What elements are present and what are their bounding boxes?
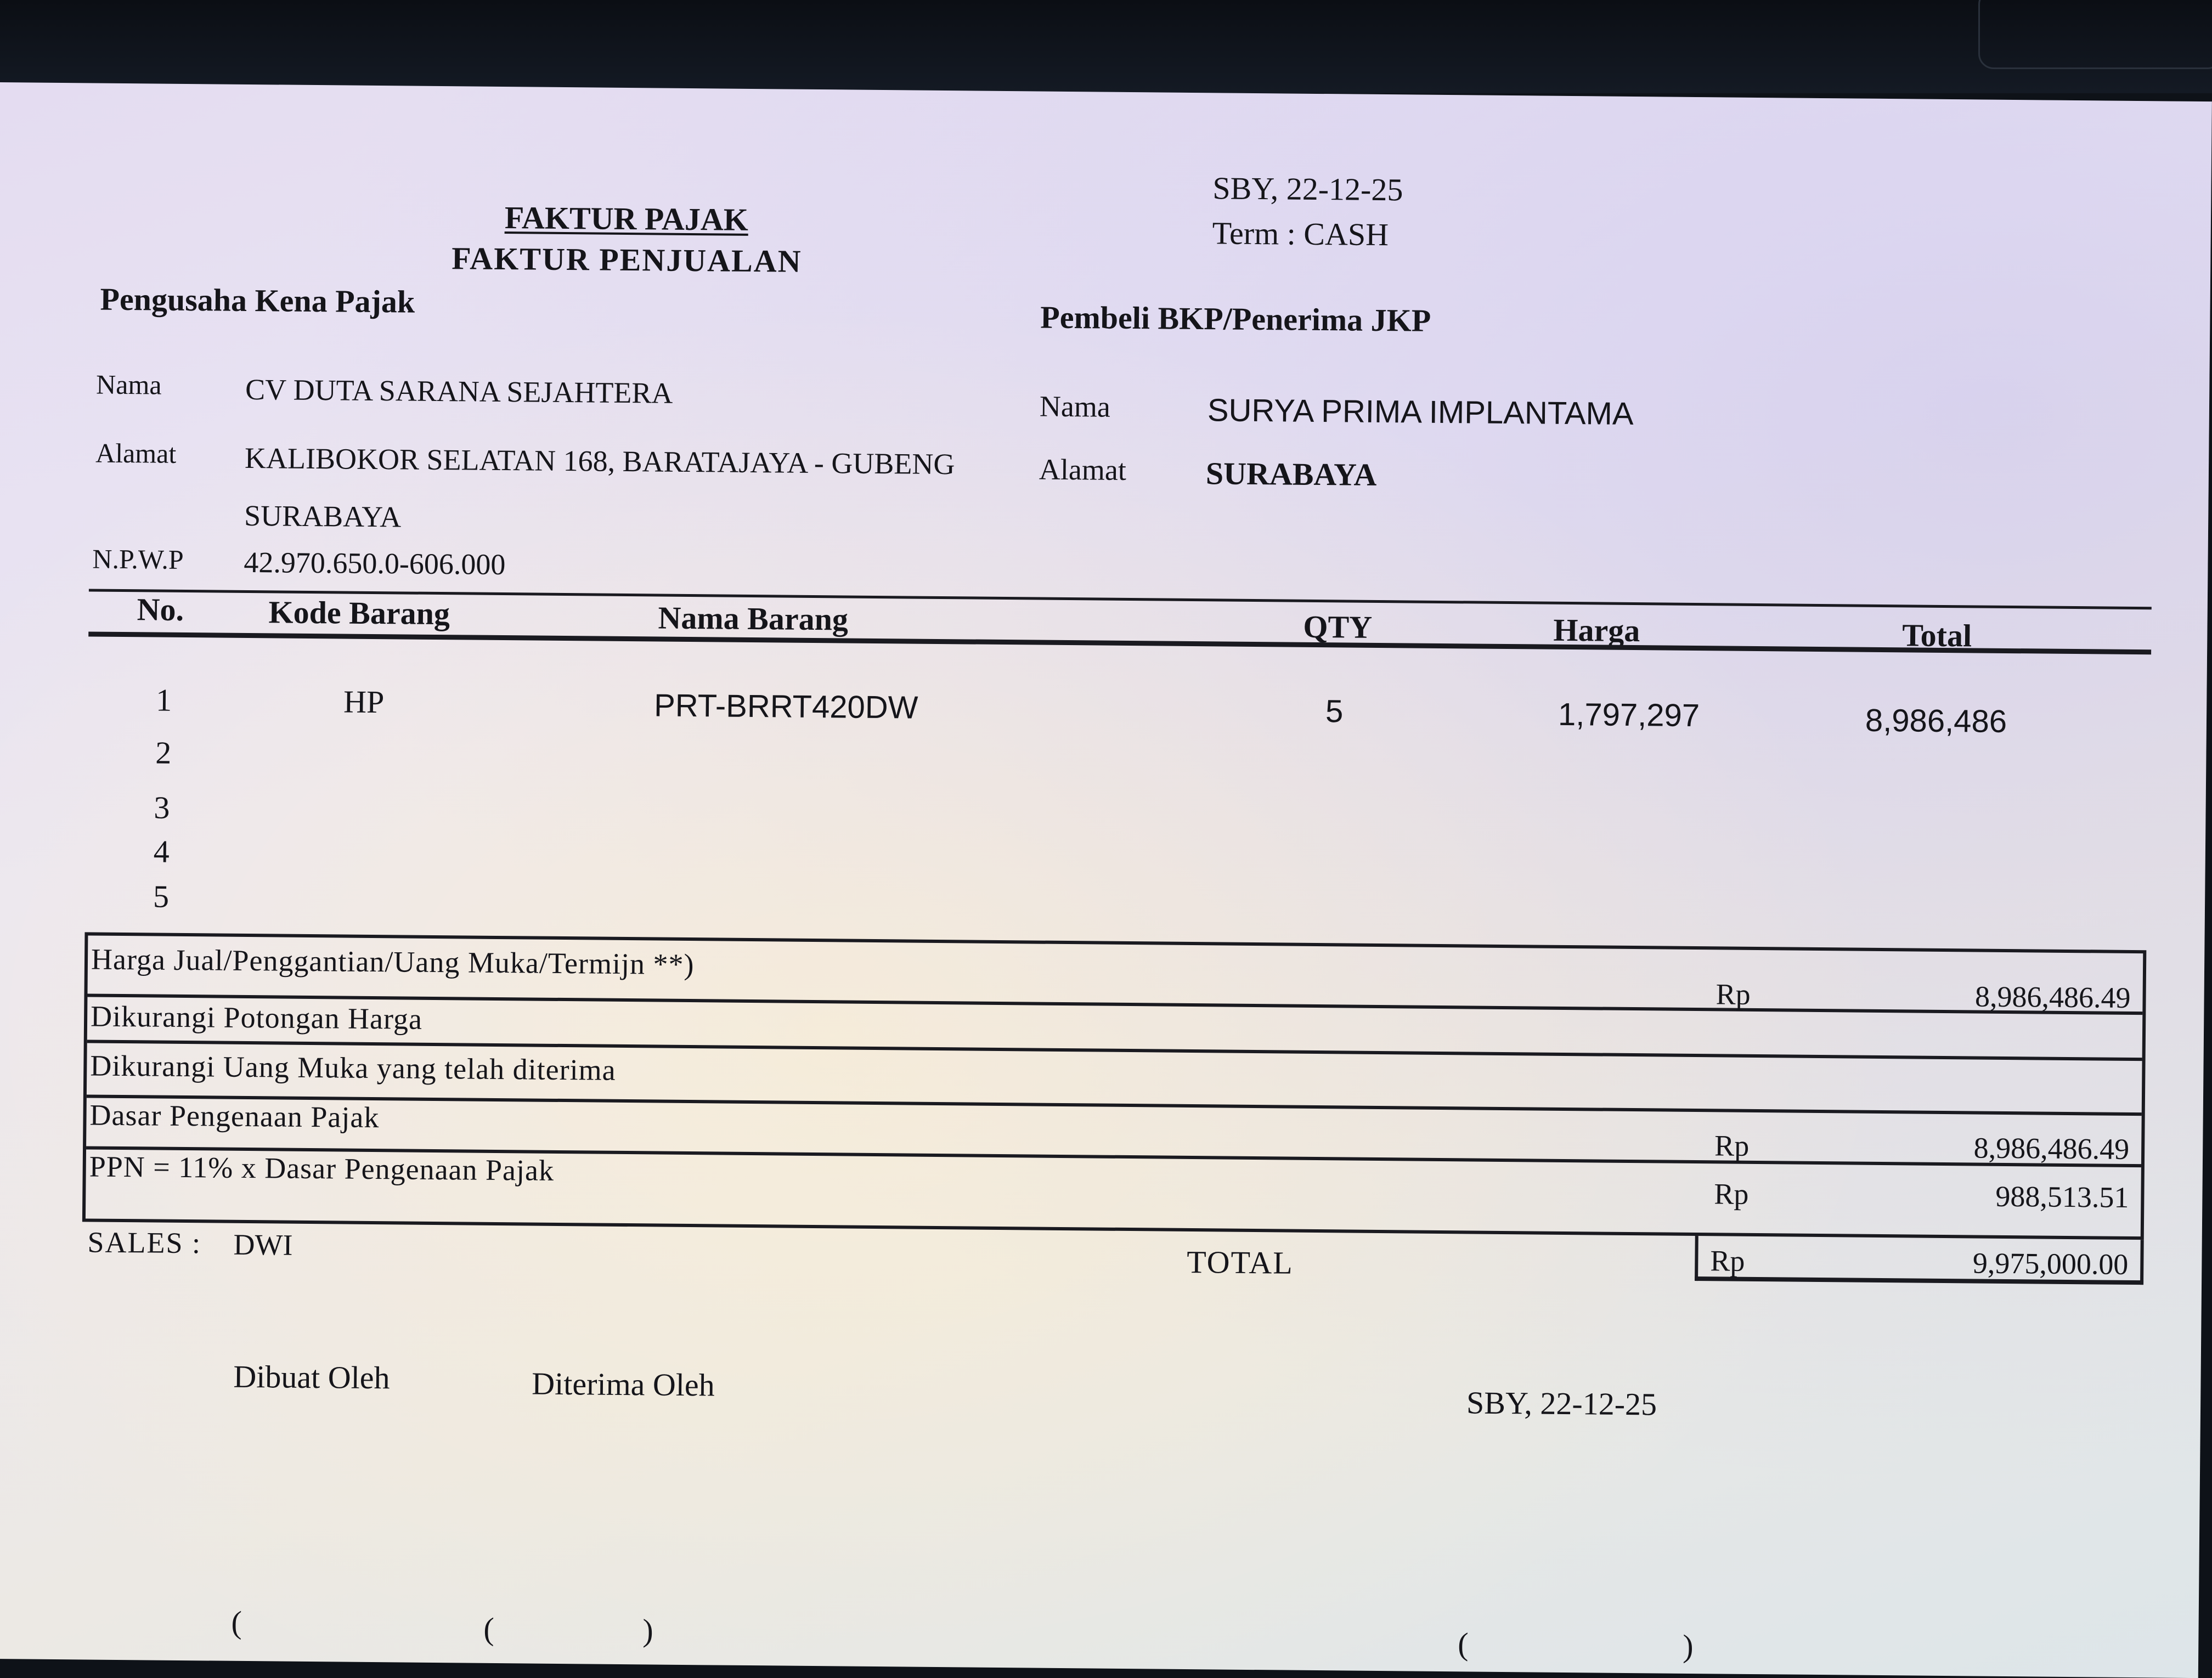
col-header-harga: Harga (1553, 612, 1640, 649)
seller-address-line2: SURABAYA (244, 499, 402, 534)
seller-address-line1: KALIBOKOR SELATAN 168, BARATAJAYA - GUBENG (244, 441, 955, 481)
col-header-nama: Nama Barang (658, 600, 849, 637)
total-currency: Rp (1710, 1244, 1745, 1278)
row-total: 8,986,486 (1865, 702, 2007, 739)
summary-box (82, 932, 2146, 1240)
summary-amount: 8,986,486.49 (1974, 980, 2131, 1014)
summary-amount: 8,986,486.49 (1973, 1131, 2130, 1166)
row-nama: PRT-BRRT420DW (653, 687, 918, 726)
invoice-sheet (0, 82, 2212, 1678)
seller-section-label: Pengusaha Kena Pajak (100, 281, 415, 320)
signature-paren-open: ( (1457, 1626, 1469, 1662)
row-kode: HP (343, 683, 385, 720)
summary-label: Dasar Pengenaan Pajak (89, 1098, 380, 1134)
signature-made-by: Dibuat Oleh (233, 1358, 390, 1396)
invoice-date: SBY, 22-12-25 (1212, 170, 1403, 208)
seller-name-label: Nama (95, 369, 162, 400)
doc-title: FAKTUR PAJAK (504, 200, 749, 238)
row-harga: 1,797,297 (1558, 696, 1700, 734)
row-no: 2 (155, 735, 172, 771)
total-label: TOTAL (1187, 1244, 1294, 1281)
total-amount: 9,975,000.00 (1972, 1246, 2129, 1281)
row-no: 3 (154, 789, 170, 826)
top-bezel (0, 0, 2212, 93)
window-corner-tab (1978, 0, 2212, 69)
row-no: 4 (153, 833, 170, 869)
buyer-name: SURYA PRIMA IMPLANTAMA (1207, 392, 1634, 432)
table-header-rule (88, 631, 2151, 654)
col-header-kode: Kode Barang (268, 594, 450, 632)
row-no: 5 (153, 878, 170, 914)
buyer-name-label: Nama (1039, 389, 1111, 423)
doc-subtitle: FAKTUR PENJUALAN (451, 240, 802, 279)
payment-term: Term : CASH (1212, 215, 1389, 253)
signature-paren-open: ( (483, 1611, 495, 1647)
buyer-section-label: Pembeli BKP/Penerima JKP (1040, 299, 1431, 338)
signature-paren-close: ) (1682, 1628, 1694, 1664)
summary-currency: Rp (1716, 978, 1751, 1011)
seller-npwp-label: N.P.W.P (92, 543, 184, 575)
sales-name: DWI (233, 1228, 293, 1262)
seller-address-label: Alamat (95, 437, 177, 469)
summary-amount: 988,513.51 (1995, 1179, 2129, 1214)
summary-label: PPN = 11% x Dasar Pengenaan Pajak (89, 1150, 555, 1187)
summary-label: Dikurangi Potongan Harga (90, 999, 423, 1036)
signature-received-by: Diterima Oleh (532, 1365, 715, 1403)
summary-label: Harga Jual/Penggantian/Uang Muka/Termijn **) (91, 942, 695, 981)
signature-paren-close: ) (642, 1612, 654, 1648)
seller-name: CV DUTA SARANA SEJAHTERA (245, 372, 673, 410)
signature-place-date: SBY, 22-12-25 (1466, 1385, 1657, 1422)
summary-label: Dikurangi Uang Muka yang telah diterima (90, 1049, 616, 1087)
summary-currency: Rp (1714, 1177, 1749, 1211)
row-qty: 5 (1325, 693, 1344, 730)
sales-label: SALES : (87, 1225, 202, 1260)
buyer-address: SURABAYA (1205, 455, 1377, 493)
seller-npwp: 42.970.650.0-606.000 (244, 545, 506, 581)
col-header-no: No. (137, 591, 184, 628)
total-box (1695, 1236, 2144, 1285)
summary-currency: Rp (1714, 1129, 1750, 1162)
row-no: 1 (155, 682, 172, 718)
col-header-qty: QTY (1303, 608, 1373, 645)
buyer-address-label: Alamat (1039, 453, 1127, 487)
signature-paren-open: ( (231, 1604, 242, 1640)
col-header-total: Total (1902, 617, 1972, 654)
